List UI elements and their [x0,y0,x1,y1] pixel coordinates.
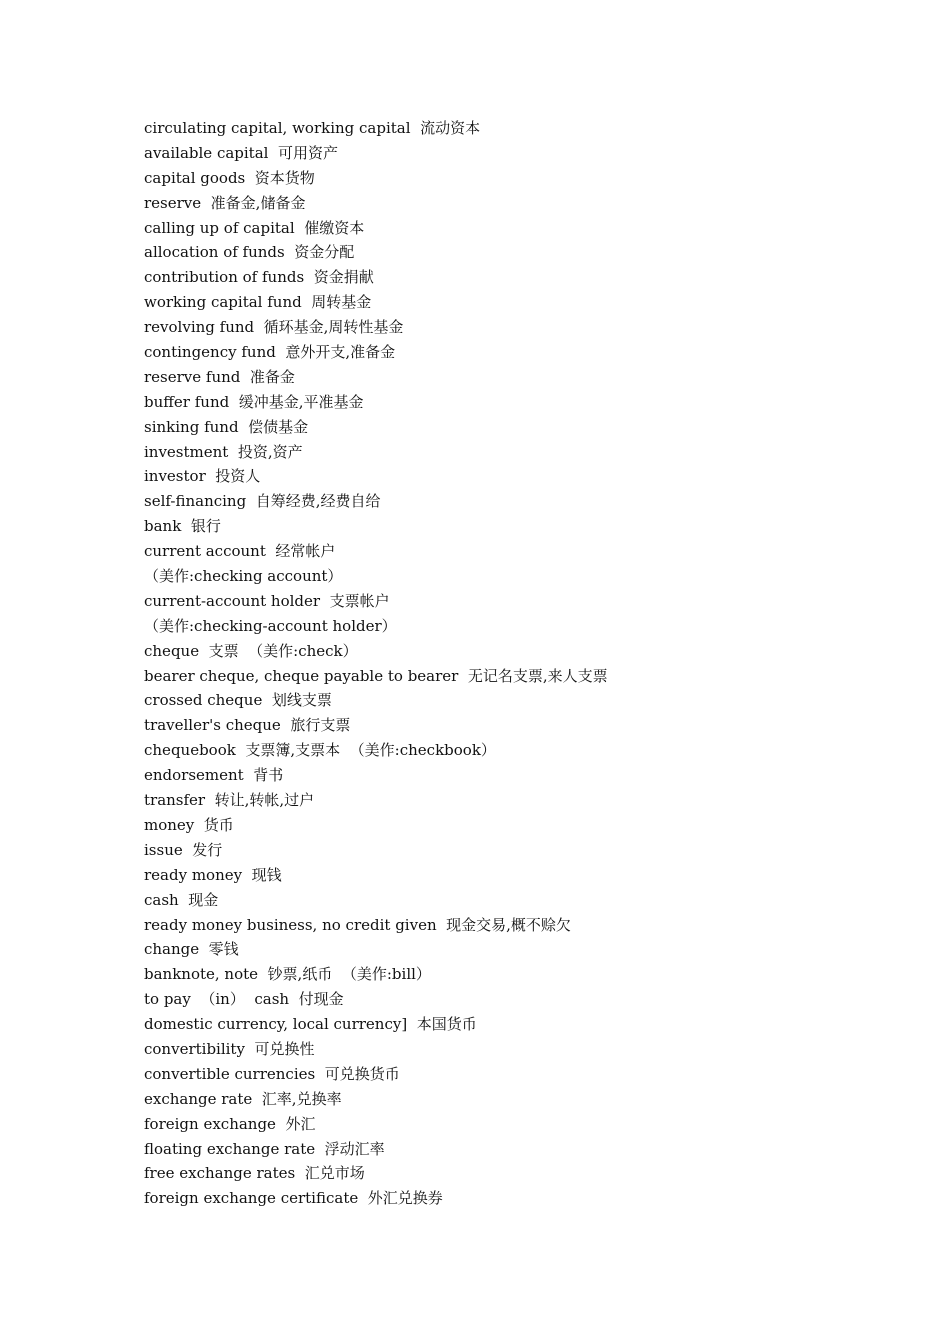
glossary-line: allocation of funds 资金分配 [144,243,355,262]
glossary-line: revolving fund 循环基金,周转性基金 [144,318,404,337]
glossary-line: chequebook 支票簿,支票本 （美作:checkbook） [144,741,496,760]
glossary-line: convertible currencies 可兑换货币 [144,1064,400,1083]
glossary-line: ready money business, no credit given 现金交易,概不赊欠 [144,915,571,934]
glossary-line: investment 投资,资产 [144,442,303,461]
glossary-line: money 货币 [144,815,234,834]
glossary-line: bank 银行 [144,517,221,536]
glossary-line: foreign exchange certificate 外汇兑换券 [144,1189,443,1208]
glossary-line: （美作:checking-account holder） [144,616,397,635]
glossary-line: transfer 转让,转帐,过户 [144,791,315,810]
glossary-list [144,116,608,1211]
glossary-line: cash 现金 [144,890,219,909]
glossary-line: available capital 可用资产 [144,143,338,162]
glossary-line: change 零钱 [144,940,239,959]
glossary-line: capital goods 资本货物 [144,168,315,187]
glossary-line: （美作:checking account） [144,567,343,586]
glossary-line: ready money 现钱 [144,865,282,884]
glossary-line: reserve fund 准备金 [144,367,295,386]
glossary-line: traveller's cheque 旅行支票 [144,716,351,735]
glossary-line: foreign exchange 外汇 [144,1114,316,1133]
glossary-line: bearer cheque, cheque payable to bearer 无记名支票,来人支票 [144,666,608,685]
glossary-line: circulating capital, working capital 流动资本 [144,119,481,137]
glossary-line: domestic currency, local currency] 本国货币 [144,1015,477,1034]
glossary-line: self-financing 自筹经费,经费自给 [144,492,381,511]
glossary-line: issue 发行 [144,840,223,859]
glossary-line: current-account holder 支票帐户 [144,591,390,610]
glossary-line: contingency fund 意外开支,准备金 [144,343,396,362]
glossary-line: floating exchange rate 浮动汇率 [144,1139,385,1158]
glossary-line: contribution of funds 资金捐献 [144,268,374,287]
glossary-line: calling up of capital 催缴资本 [144,218,365,237]
glossary-line: endorsement 背书 [144,766,284,785]
glossary-line: buffer fund 缓冲基金,平准基金 [144,392,364,411]
glossary-line: working capital fund 周转基金 [144,293,372,312]
glossary-line: to pay （in） cash 付现金 [144,990,344,1009]
glossary-line: free exchange rates 汇兑市场 [144,1164,365,1183]
glossary-line: reserve 准备金,储备金 [144,193,306,212]
glossary-line: cheque 支票 （美作:check） [144,641,358,660]
glossary-line: crossed cheque 划线支票 [144,691,332,710]
glossary-line: investor 投资人 [144,467,261,486]
glossary-line: convertibility 可兑换性 [144,1039,315,1058]
glossary-line: exchange rate 汇率,兑换率 [144,1089,342,1108]
glossary-line: banknote, note 钞票,纸币 （美作:bill） [144,965,431,984]
glossary-line: current account 经常帐户 [144,542,336,561]
glossary-line: sinking fund 偿债基金 [144,417,309,436]
